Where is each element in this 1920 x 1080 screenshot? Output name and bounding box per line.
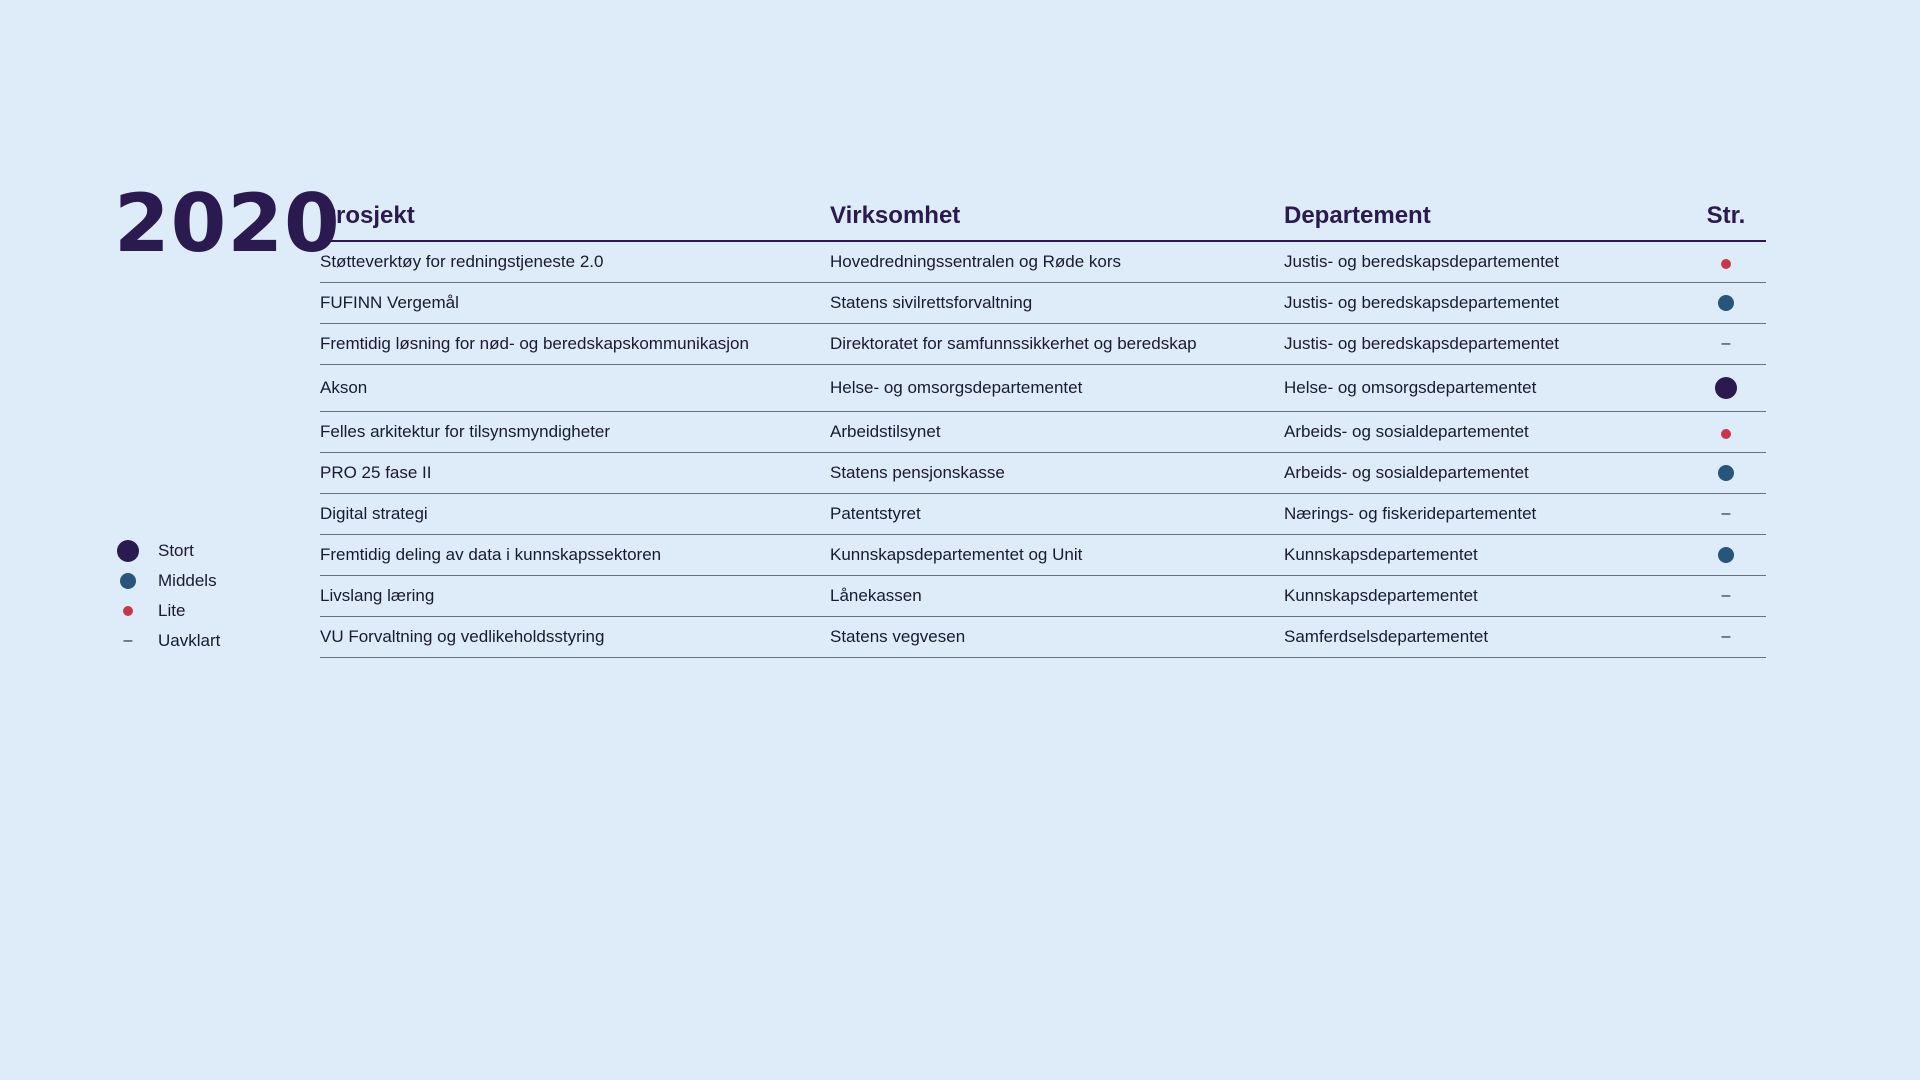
project-cell: Digital strategi (320, 504, 428, 523)
size-cell (1686, 295, 1766, 311)
size-cell (1686, 335, 1766, 353)
size-cell (1686, 255, 1766, 269)
ministry-cell: Kunnskapsdepartementet (1284, 586, 1478, 605)
agency-cell: Arbeidstilsynet (830, 422, 941, 441)
ministry-cell: Kunnskapsdepartementet (1284, 545, 1478, 564)
large-dot-icon (114, 540, 142, 562)
size-cell (1686, 547, 1766, 563)
table-row (320, 494, 1766, 535)
projects-table (320, 192, 1766, 658)
dash-icon: – (1721, 335, 1731, 352)
project-cell: PRO 25 fase II (320, 463, 432, 482)
agency-cell: Kunnskapsdepartementet og Unit (830, 545, 1083, 564)
ministry-cell: Justis- og beredskapsdepartementet (1284, 252, 1559, 271)
small-dot-icon (114, 606, 142, 616)
dash-icon: – (1721, 587, 1731, 604)
column-header-ministry: Departement (1284, 202, 1431, 229)
table-row (320, 535, 1766, 576)
table-row (320, 242, 1766, 283)
agency-cell: Helse- og omsorgsdepartementet (830, 378, 1083, 397)
table-header (320, 192, 1766, 242)
legend-item-unclear (114, 626, 220, 656)
project-cell: Livslang læring (320, 586, 435, 605)
dash-icon: – (123, 632, 133, 649)
agency-cell: Lånekassen (830, 586, 922, 605)
project-cell: Støtteverktøy for redningstjeneste 2.0 (320, 252, 604, 271)
agency-cell: Statens sivilrettsforvaltning (830, 293, 1033, 312)
column-header-project: Prosjekt (320, 202, 415, 229)
size-cell (1686, 505, 1766, 523)
ministry-cell: Samferdselsdepartementet (1284, 627, 1489, 646)
agency-cell: Direktoratet for samfunnssikkerhet og beredskap (830, 334, 1197, 353)
size-cell (1686, 465, 1766, 481)
project-cell: Akson (320, 378, 368, 397)
size-cell (1686, 628, 1766, 646)
size-cell (1686, 587, 1766, 605)
legend-item-large (114, 536, 220, 566)
medium-dot-icon (1718, 295, 1734, 311)
ministry-cell: Arbeids- og sosialdepartementet (1284, 422, 1529, 441)
table-row (320, 576, 1766, 617)
table-row (320, 283, 1766, 324)
ministry-cell: Justis- og beredskapsdepartementet (1284, 334, 1559, 353)
size-cell (1686, 377, 1766, 399)
size-cell (1686, 425, 1766, 439)
table-row (320, 324, 1766, 365)
table-row (320, 365, 1766, 412)
legend-item-medium (114, 566, 220, 596)
ministry-cell: Arbeids- og sosialdepartementet (1284, 463, 1529, 482)
agency-cell: Statens pensjonskasse (830, 463, 1005, 482)
agency-cell: Hovedredningssentralen og Røde kors (830, 252, 1122, 271)
dash-icon: – (1721, 628, 1731, 645)
table-row (320, 412, 1766, 453)
small-dot-icon (1721, 429, 1731, 439)
medium-dot-icon (114, 573, 142, 589)
legend-label: Uavklart (158, 631, 221, 650)
dash-icon: – (1721, 505, 1731, 522)
legend-item-small (114, 596, 220, 626)
large-dot-icon (1715, 377, 1737, 399)
medium-dot-icon (1718, 547, 1734, 563)
table-row (320, 617, 1766, 658)
project-cell: VU Forvaltning og vedlikeholdsstyring (320, 627, 605, 646)
legend-label: Lite (158, 601, 186, 620)
year-heading: 2020 (114, 177, 341, 270)
project-cell: Felles arkitektur for tilsynsmyndigheter (320, 422, 611, 441)
ministry-cell: Helse- og omsorgsdepartementet (1284, 378, 1537, 397)
medium-dot-icon (1718, 465, 1734, 481)
agency-cell: Patentstyret (830, 504, 921, 523)
small-dot-icon (1721, 259, 1731, 269)
size-legend (114, 536, 220, 656)
ministry-cell: Nærings- og fiskeridepartementet (1284, 504, 1537, 523)
column-header-agency: Virksomhet (830, 202, 961, 229)
project-cell: Fremtidig deling av data i kunnskapssektoren (320, 545, 662, 564)
project-cell: Fremtidig løsning for nød- og beredskapskommunikasjon (320, 334, 749, 353)
ministry-cell: Justis- og beredskapsdepartementet (1284, 293, 1559, 312)
legend-label: Middels (158, 571, 217, 590)
column-header-size: Str. (1706, 202, 1746, 229)
table-row (320, 453, 1766, 494)
project-cell: FUFINN Vergemål (320, 293, 459, 312)
legend-label: Stort (158, 541, 194, 560)
agency-cell: Statens vegvesen (830, 627, 966, 646)
